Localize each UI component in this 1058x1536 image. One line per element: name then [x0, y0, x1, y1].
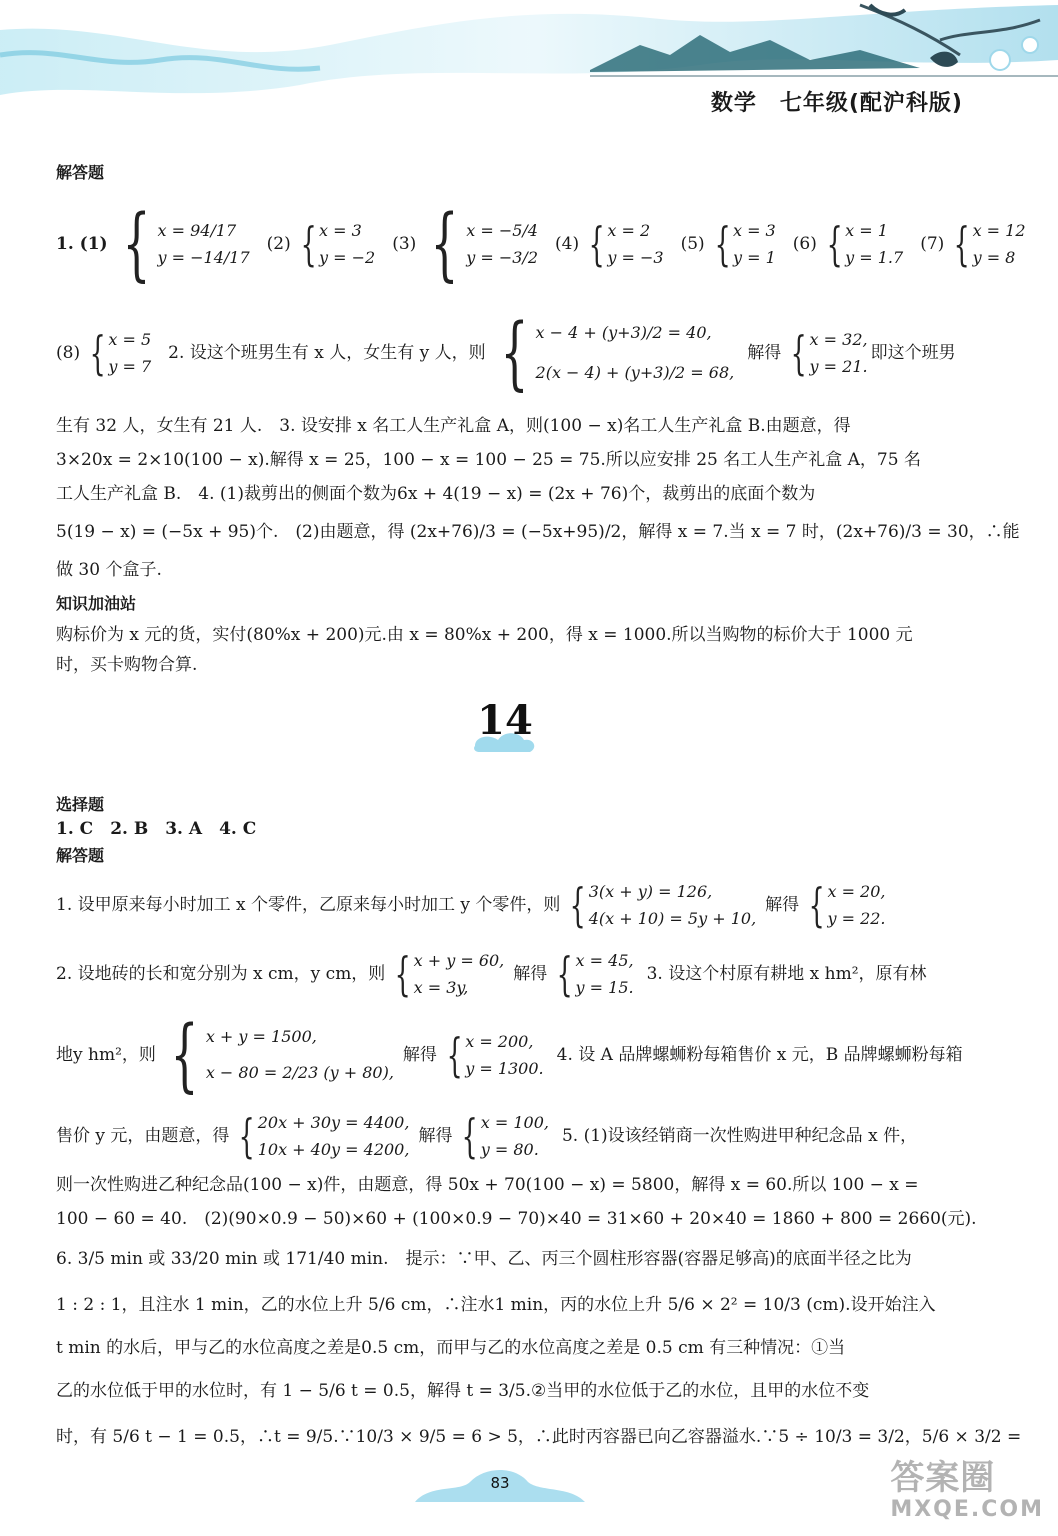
paragraph-line: 则一次性购进乙种纪念品(100 − x)件，由题意，得 50x + 70(100 − x) = 5800，解得 x = 60.所以 100 − x =	[56, 1175, 919, 1195]
paragraph-line: 做 30 个盒子.	[56, 560, 162, 580]
q1-text: 1. 设甲原来每小时加工 x 个零件，乙原来每小时加工 y 个零件，则	[56, 895, 561, 915]
q2-solution: { x = 45, y = 15.	[556, 947, 634, 1001]
knowledge-label: 知识加油站	[56, 594, 137, 613]
watermark: 答案圈 MXQE.COM	[890, 1458, 1044, 1522]
q1-row	[56, 874, 956, 936]
q4-q5-row	[56, 1106, 956, 1166]
system-4: { x = 2 y = −3	[588, 217, 664, 271]
q4-text: 4. 设 A 品牌螺蛳粉每箱售价 x 元，B 品牌螺蛳粉每箱	[556, 1045, 963, 1065]
q1-solve-label: 解得	[765, 895, 800, 915]
system-4-tag: (4)	[555, 234, 580, 254]
system-7: { x = 12 y = 8	[953, 217, 1026, 271]
q2-system: { x + y = 60, x = 3y,	[394, 947, 505, 1001]
paragraph-line: 生有 32 人，女生有 21 人. 3. 设安排 x 名工人生产礼盒 A，则(100 − x)名工人生产礼盒 B.由题意，得	[56, 416, 851, 436]
q3-solution: { x = 200, y = 1300.	[446, 1028, 544, 1082]
header-title: 数学 七年级(配沪科版)	[710, 91, 963, 116]
paragraph-line: 乙的水位低于甲的水位时，有 1 − 5/6 t = 0.5，解得 t = 3/5.②当甲的水位低于乙的水位，且甲的水位不变	[56, 1381, 870, 1401]
section2-paragraph	[56, 1168, 1022, 1460]
q3-solve-label: 解得	[402, 1045, 437, 1065]
q4-system: { 20x + 30y = 4400, 10x + 40y = 4200,	[239, 1109, 410, 1163]
paragraph-line: 5(19 − x) = (−5x + 95)个. (2)由题意，得 (2x+76)/3 = (−5x+95)/2，解得 x = 7.当 x = 7 时，(2x+76)/3 = 30，∴能	[56, 522, 1020, 542]
paragraph-line: 1 : 2 : 1，且注水 1 min，乙的水位上升 5/6 cm，∴注水1 min，丙的水位上升 5/6 × 2² = 10/3 (cm).设开始注入	[56, 1295, 936, 1315]
q2-solve-label: 解得	[513, 964, 548, 984]
q2-text: 2. 设这个班男生有 x 人，女生有 y 人，则	[168, 343, 486, 363]
section-label: 解答题	[56, 163, 105, 182]
section-answers-2	[56, 792, 1022, 1460]
paragraph-line: 3×20x = 2×10(100 − x).解得 x = 25，100 − x = 100 − 25 = 75.所以应安排 25 名工人生产礼盒 A，75 名	[56, 450, 921, 470]
q4-solution: { x = 100, y = 80.	[462, 1109, 549, 1163]
q3-lead: 地y hm²，则	[56, 1045, 156, 1065]
q5-text: 5. (1)设该经销商一次性购进甲种纪念品 x 件，	[561, 1126, 918, 1146]
q2-q3-row	[56, 944, 956, 1004]
section1-paragraph	[56, 409, 1020, 587]
q4-lead: 售价 y 元，由题意，得	[56, 1126, 230, 1146]
q2-solution: { x = 32, y = 21.	[790, 326, 868, 380]
q2-tail: 即这个班男	[870, 343, 956, 363]
chapter-number: 14	[477, 697, 533, 744]
system-1: { x = 94/17 y = −14/17	[122, 197, 250, 290]
choice-answers: 1. C 2. B 3. A 4. C	[56, 819, 257, 839]
system-3: { x = −5/4 y = −3/2	[430, 197, 538, 290]
system-6: { x = 1 y = 1.7	[826, 217, 904, 271]
q1-prefix: 1. (1)	[56, 234, 108, 254]
choice-label: 选择题	[56, 795, 105, 814]
q2-system: { x − 4 + (y+3)/2 = 40, 2(x − 4) + (y+3)/2 = 68,	[500, 306, 735, 399]
q1-system: { 3(x + y) = 126, 4(x + 10) = 5y + 10,	[570, 878, 757, 932]
section-label: 解答题	[56, 846, 105, 865]
system-2-tag: (2)	[266, 234, 291, 254]
paragraph-line: t min 的水后，甲与乙的水位高度之差是0.5 cm，而甲与乙的水位高度之差是 0.5 cm 有三种情况：①当	[56, 1338, 846, 1358]
paragraph-line: 100 − 60 = 40. (2)(90×0.9 − 50)×60 + (100×0.9 − 70)×40 = 31×60 + 20×40 = 1860 + 800 = 2660(元).	[56, 1209, 977, 1229]
paragraph-line: 工人生产礼盒 B. 4. (1)裁剪出的侧面个数为6x + 4(19 − x) = (2x + 76)个，裁剪出的底面个数为	[56, 484, 816, 504]
system-8-tag: (8)	[56, 343, 81, 363]
q2-solve-label: 解得	[747, 343, 782, 363]
q3-text: 3. 设这个村原有耕地 x hm²，原有林	[646, 964, 927, 984]
q4-solve-label: 解得	[418, 1126, 453, 1146]
system-3-tag: (3)	[392, 234, 417, 254]
q1-solution: { x = 20, y = 22.	[808, 878, 886, 932]
system-7-tag: (7)	[920, 234, 945, 254]
landscape-illustration	[0, 0, 1058, 150]
q3-q4-row	[56, 1008, 963, 1101]
q8-q2-row	[56, 307, 956, 399]
system-2: { x = 3 y = −2	[300, 217, 376, 271]
q2-text: 2. 设地砖的长和宽分别为 x cm，y cm，则	[56, 964, 386, 984]
system-6-tag: (6)	[792, 234, 817, 254]
paragraph-line: 时，有 5/6 t − 1 = 0.5，∴t = 9/5.∵10/3 × 9/5 = 6 > 5，∴此时丙容器已向乙容器溢水.∵5 ÷ 10/3 = 3/2，5/6 × 3/2 =	[56, 1427, 1022, 1447]
page-number: 83	[490, 1474, 510, 1492]
system-5: { x = 3 y = 1	[714, 217, 776, 271]
q1-systems-row	[56, 195, 1026, 293]
system-8: { x = 5 y = 7	[89, 326, 152, 380]
knowledge-line: 时，买卡购物合算.	[56, 655, 198, 675]
paragraph-line: 6. 3/5 min 或 33/20 min 或 171/40 min. 提示：∵甲、乙、丙三个圆柱形容器(容器足够高)的底面半径之比为	[56, 1249, 912, 1269]
knowledge-line: 购标价为 x 元的货，实付(80%x + 200)元.由 x = 80%x + 200，得 x = 1000.所以当购物的标价大于 1000 元	[56, 625, 913, 645]
section-answers-1	[56, 160, 1026, 680]
header-decoration	[0, 0, 1058, 150]
q3-system: { x + y = 1500, x − 80 = 2/23 (y + 80),	[170, 1008, 394, 1101]
system-5-tag: (5)	[680, 234, 705, 254]
